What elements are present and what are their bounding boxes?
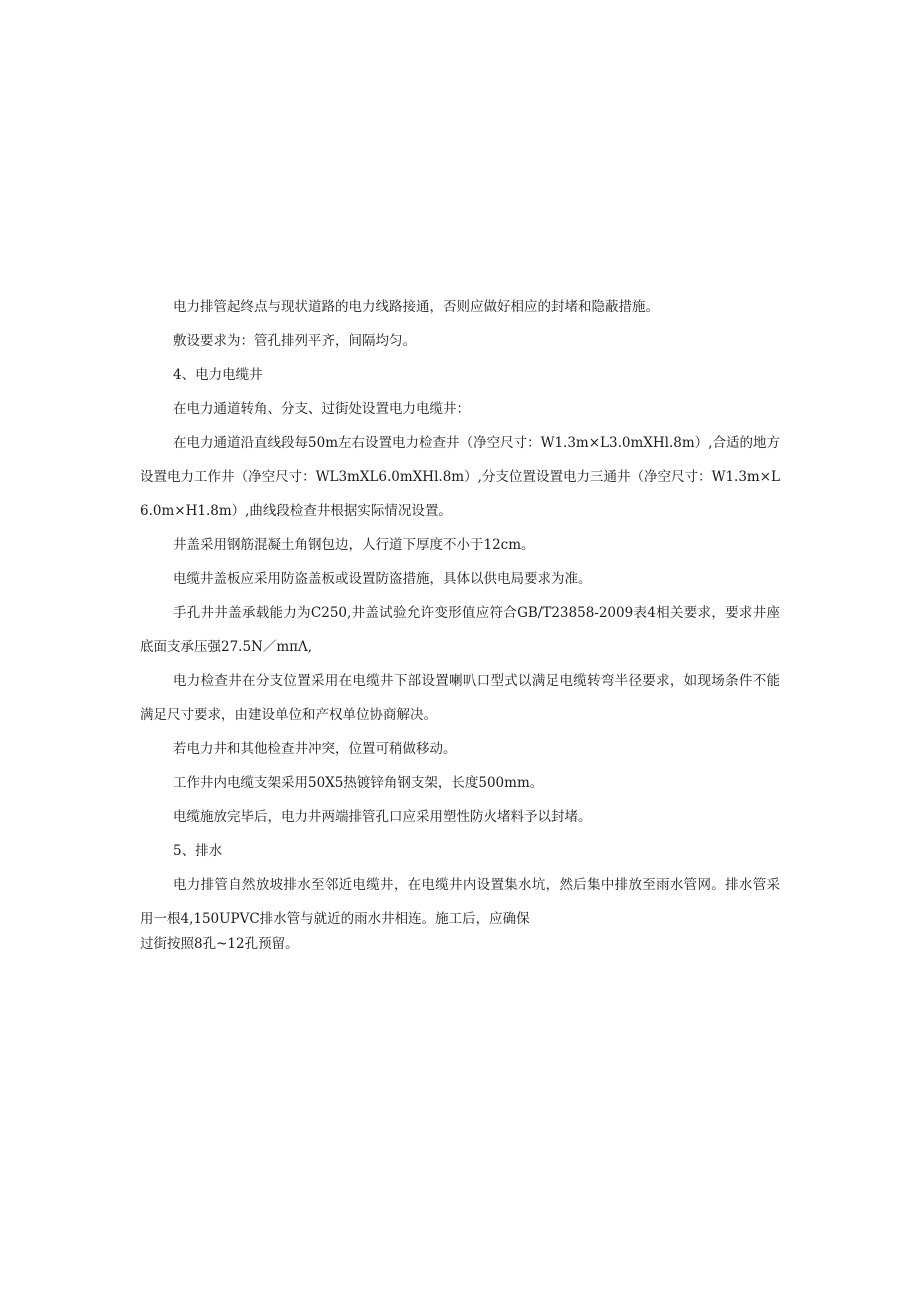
- paragraph-pipe-connection: 电力排管起终点与现状道路的电力线路接通，否则应做好相应的封堵和隐蔽措施。: [173, 299, 659, 315]
- paragraph-well-conflict: 若电力井和其他检查井冲突，位置可稍做移动。: [173, 741, 457, 757]
- paragraph-fire-sealing: 电缆施放完毕后，电力井两端排管孔口应采用塑性防火堵料予以封堵。: [173, 809, 592, 825]
- paragraph-well-dimensions: 在电力通道沿直线段每50m左右设置电力检查井（净空尺寸：W1.3m×L3.0mXHl.8m）,合适的地方设置电力工作井（净空尺寸：WL3mXL6.0mXHl.8m）,分支位置设置电力三通井（净空尺寸：W1.3m×L6.0m×H1.8m）,曲线段检查井根据实际情况设置。: [140, 435, 780, 519]
- heading-drainage: 5、排水: [173, 843, 223, 859]
- paragraph-well-locations: 在电力通道转角、分支、过街处设置电力电缆井：: [173, 401, 470, 417]
- paragraph-handhole-load: 手孔井井盖承载能力为C250,井盖试验允许变形值应符合GB/T23858-2009表4相关要求，要求井座底面支承压强27.5N／mπΛ,: [140, 605, 780, 655]
- paragraph-antitheft-cover: 电缆井盖板应采用防盗盖板或设置防盗措施，具体以供电局要求为准。: [173, 571, 592, 587]
- paragraph-cable-bracket: 工作井内电缆支架采用50X5热镀锌角钢支架，长度500mm。: [173, 775, 544, 791]
- paragraph-branch-inspection: 电力检查井在分支位置采用在电缆井下部设置喇叭口型式以满足电缆转弯半径要求，如现场条件不能满足尺寸要求，由建设单位和产权单位协商解决。: [140, 673, 780, 723]
- document-body: [140, 290, 780, 956]
- paragraph-well-cover: 井盖采用钢筋混凝土角钢包边，人行道下厚度不小于12cm。: [173, 537, 535, 553]
- heading-cable-well: 4、电力电缆井: [173, 367, 263, 383]
- paragraph-drainage: 电力排管自然放坡排水至邻近电缆井，在电缆井内设置集水坑，然后集中排放至雨水管网。排水管采用一根4,150UPVC排水管与就近的雨水井相连。施工后，应确保: [140, 877, 780, 927]
- paragraph-laying-requirement: 敷设要求为：管孔排列平齐，间隔均匀。: [173, 333, 416, 349]
- paragraph-crossing-reserve: 过街按照8孔~12孔预留。: [140, 936, 299, 952]
